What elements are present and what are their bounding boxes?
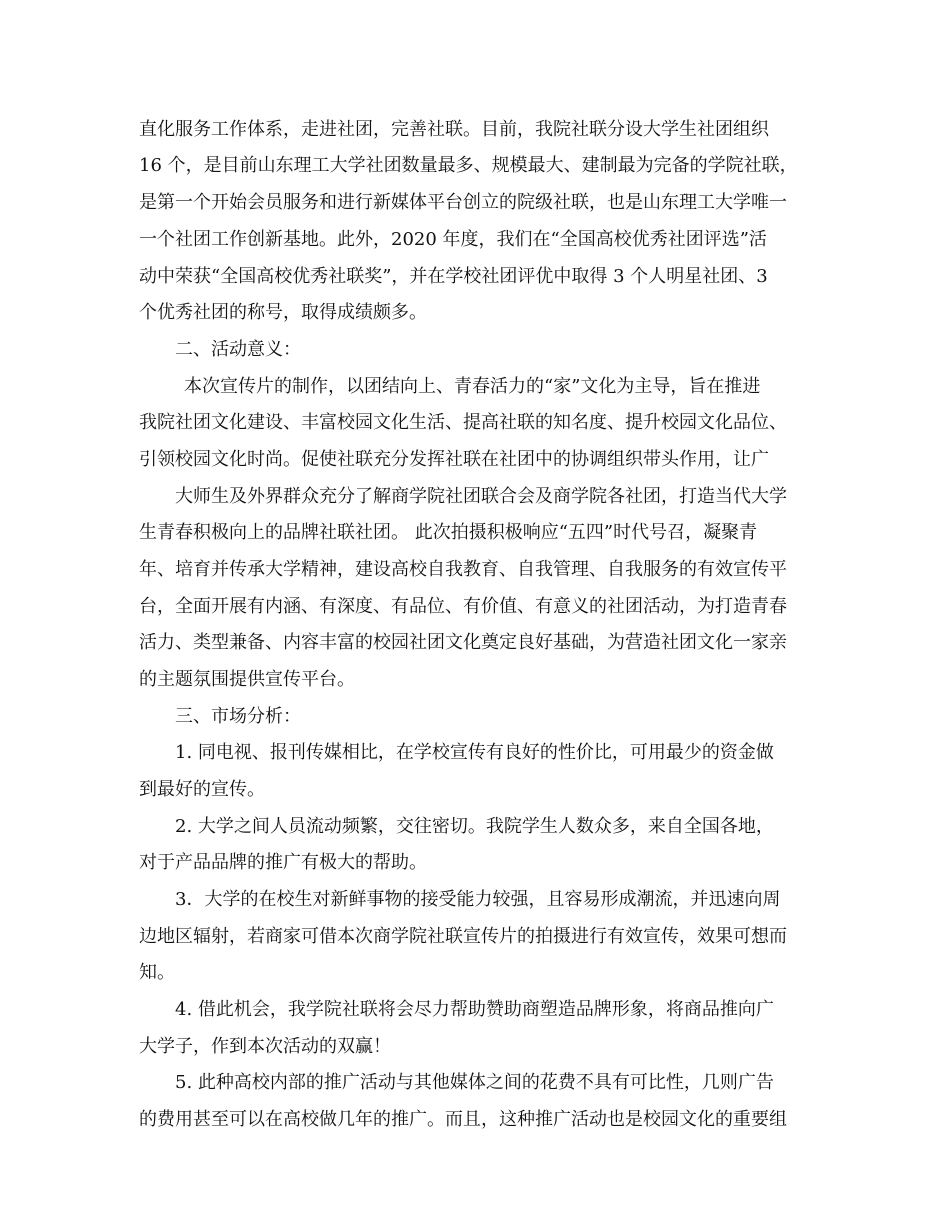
text-line: 3．大学的在校生对新鲜事物的接受能力较强，且容易形成潮流，并迅速向周	[175, 889, 781, 910]
text-line: 一个社团工作创新基地。此外，2020 年度，我们在“全国高校优秀社团评选”活	[139, 229, 767, 250]
text-line: 生青春积极向上的品牌社联社团。 此次拍摄积极响应“五四”时代号召，凝聚青	[139, 522, 758, 543]
text-line: 年、培育并传承大学精神，建设高校自我教育、自我管理、自我服务的有效宣传平	[139, 559, 787, 580]
text-line: 5. 此种高校内部的推广活动与其他媒体之间的花费不具有可比性，几则广告	[175, 1072, 774, 1093]
text-line: 的主题氛围提供宣传平台。	[139, 669, 355, 690]
text-line: 知。	[139, 962, 175, 983]
text-line: 边地区辐射，若商家可借本次商学院社联宣传片的拍摄进行有效宣传，效果可想而	[139, 926, 787, 947]
text-line: 2. 大学之间人员流动频繁，交往密切。我院学生人数众多，来自全国各地，	[175, 816, 774, 837]
text-line: 活力、类型兼备、内容丰富的校园社团文化奠定良好基础，为营造社团文化一家亲	[139, 632, 787, 653]
text-line: 个优秀社团的称号，取得成绩颇多。	[139, 302, 427, 323]
section-heading: 三、市场分析：	[175, 706, 301, 727]
text-line: 台，全面开展有内涵、有深度、有品位、有价值、有意义的社团活动，为打造青春	[139, 596, 787, 617]
text-line: 动中荣获“全国高校优秀社联奖”，并在学校社团评优中取得 3 个人明星社团、3	[139, 266, 768, 287]
text-line: 对于产品品牌的推广有极大的帮助。	[139, 852, 427, 873]
text-line: 16 个，是目前山东理工大学社团数量最多、规模最大、建制最为完备的学院社联，	[139, 155, 798, 176]
text-line: 到最好的宣传。	[139, 779, 265, 800]
text-line: 1. 同电视、报刊传媒相比，在学校宣传有良好的性价比，可用最少的资金做	[175, 742, 774, 763]
text-line: 是第一个开始会员服务和进行新媒体平台创立的院级社联，也是山东理工大学唯一	[139, 192, 787, 213]
text-line: 4. 借此机会，我学院社联将会尽力帮助赞助商塑造品牌形象，将商品推向广	[175, 999, 774, 1020]
text-line: 大师生及外界群众充分了解商学院社团联合会及商学院各社团，打造当代大学	[175, 486, 787, 507]
section-heading: 二、活动意义：	[175, 339, 301, 360]
text-line: 我院社团文化建设、丰富校园文化生活、提高社联的知名度、提升校园文化品位、	[139, 412, 787, 433]
text-line: 的费用甚至可以在高校做几年的推广。而且，这种推广活动也是校园文化的重要组	[139, 1109, 787, 1130]
text-line: 引领校园文化时尚。促使社联充分发挥社联在社团中的协调组织带头作用，让广	[139, 449, 769, 470]
text-line: 直化服务工作体系，走进社团，完善社联。目前，我院社联分设大学生社团组织	[139, 119, 769, 140]
text-line: 大学子，作到本次活动的双赢！	[139, 1036, 391, 1057]
text-line: 本次宣传片的制作，以团结向上、青春活力的“家”文化为主导，旨在推进	[184, 376, 761, 397]
